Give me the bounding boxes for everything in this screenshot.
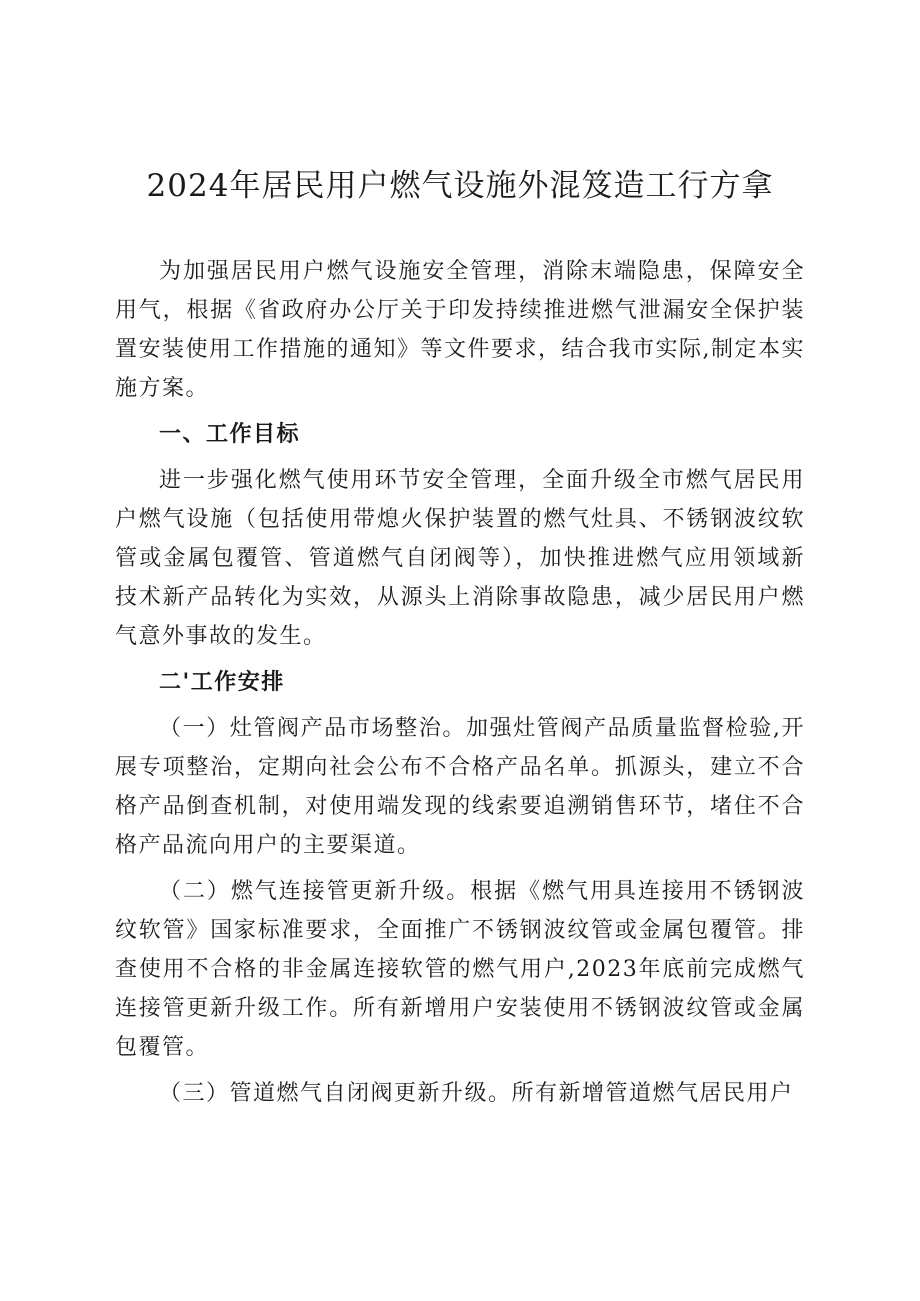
section-2-item-3: （三）管道燃气自闭阀更新升级。所有新增管道燃气居民用户 xyxy=(159,1081,794,1106)
document-body xyxy=(115,252,805,1113)
section-1-paragraph: 进一步强化燃气使用环节安全管理，全面升级全市燃气居民用户燃气设施（包括使用带熄火保护装置的燃气灶具、不锈钢波纹软管或金属包覆管、管道燃气自闭阀等），加快推进燃气应用领域新技术新产品转化为实效，从源头上消除事故隐患，减少居民用户燃气意外事故的发生。 xyxy=(115,468,805,649)
section-2-item-1: （一）灶管阀产品市场整治。加强灶管阀产品质量监督检验,开展专项整治，定期向社会公布不合格产品名单。抓源头，建立不合格产品倒查机制，对使用端发现的线索要追溯销售环节，堵住不合格产品流向用户的主要渠道。 xyxy=(115,716,805,858)
intro-paragraph: 为加强居民用户燃气设施安全管理，消除末端隐患，保障安全用气，根据《省政府办公厅关于印发持续推进燃气泄漏安全保护装置安装使用工作措施的通知》等文件要求，结合我市实际,制定本实施方案。 xyxy=(115,259,805,401)
document-title: 2024年居民用户燃气设施外混笈造工行方拿 xyxy=(146,168,774,204)
section-1-heading: 一、工作目标 xyxy=(159,422,301,447)
section-2-item-2: （二）燃气连接管更新升级。根据《燃气用具连接用不锈钢波纹软管》国家标准要求，全面推广不锈钢波纹管或金属包覆管。排查使用不合格的非金属连接软管的燃气用户,2023年底前完成燃气连接管更新升级工作。所有新增用户安装使用不锈钢波纹管或金属包覆管。 xyxy=(115,879,805,1060)
section-2-heading: 二'工作安排 xyxy=(159,670,285,695)
